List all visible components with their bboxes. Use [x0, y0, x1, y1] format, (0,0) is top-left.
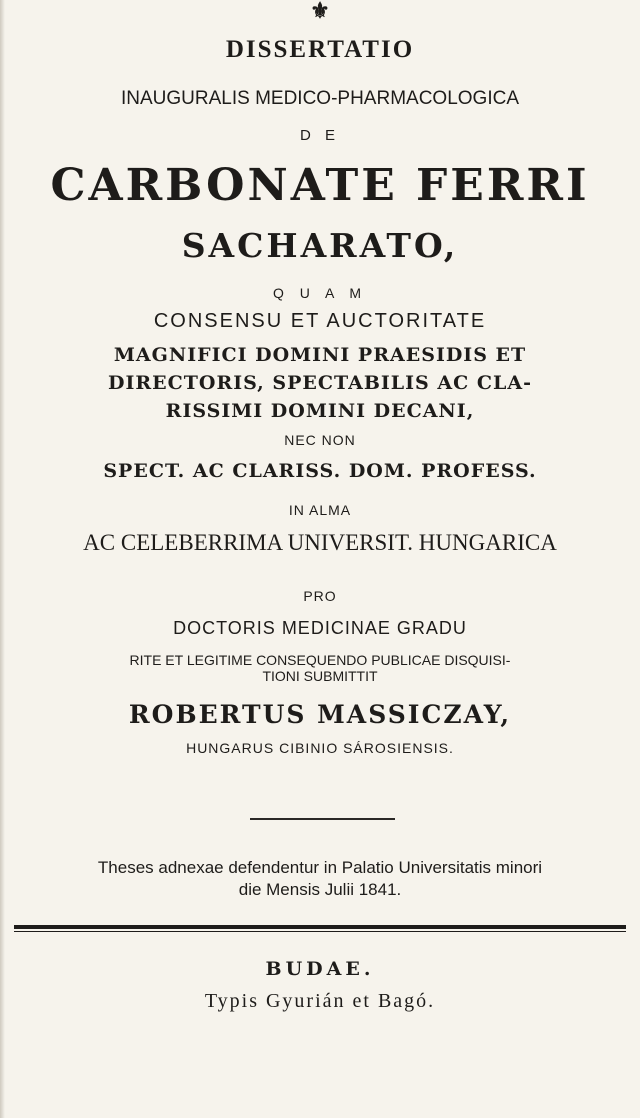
- theses-line1: Theses adnexae defendentur in Palatio Universitatis minori: [97, 858, 543, 877]
- nec-non-line: NEC NON: [284, 432, 356, 448]
- double-rule-thin: [14, 931, 626, 932]
- heading-dissertatio: DISSERTATIO: [225, 36, 415, 63]
- spect-line: SPECT. AC CLARISS. DOM. PROFESS.: [103, 460, 537, 482]
- magnifici-line1: MAGNIFICI DOMINI PRAESIDIS ET: [113, 344, 527, 366]
- ornament-glyph: ⚜: [310, 0, 330, 23]
- pro-line: PRO: [303, 588, 337, 604]
- imprint-place: BUDAE.: [265, 958, 375, 980]
- author-name: ROBERTUS MASSICZAY,: [128, 700, 512, 729]
- magnifici-line3: RISSIMI DOMINI DECANI,: [165, 400, 475, 422]
- subject-title-line1: CARBONATE FERRI: [50, 160, 590, 211]
- universitas-line: AC CELEBERRIMA UNIVERSIT. HUNGARICA: [83, 530, 557, 555]
- subject-title-line2: SACHARATO,: [181, 226, 459, 265]
- subheading: INAUGURALIS MEDICO-PHARMACOLOGICA: [121, 88, 519, 109]
- short-rule: [250, 818, 395, 820]
- author-origin: HUNGARUS CIBINIO SÁROSIENSIS.: [186, 740, 454, 756]
- theses-line2: die Mensis Julii 1841.: [238, 880, 402, 899]
- in-alma-line: IN ALMA: [288, 502, 352, 518]
- word-quam: Q U A M: [272, 285, 368, 301]
- imprint-printer: Typis Gyurián et Bagó.: [204, 990, 436, 1012]
- double-rule-thick: [14, 925, 626, 929]
- rite-line1: RITE ET LEGITIME CONSEQUENDO PUBLICAE DISQUISI-: [129, 652, 511, 668]
- doctoris-line: DOCTORIS MEDICINAE GRADU: [173, 618, 467, 638]
- magnifici-line2: DIRECTORIS, SPECTABILIS AC CLA-: [108, 372, 532, 394]
- consensu-line: CONSENSU ET AUCTORITATE: [153, 310, 487, 332]
- word-de: D E: [299, 127, 340, 144]
- rite-line2: TIONI SUBMITTIT: [262, 668, 378, 684]
